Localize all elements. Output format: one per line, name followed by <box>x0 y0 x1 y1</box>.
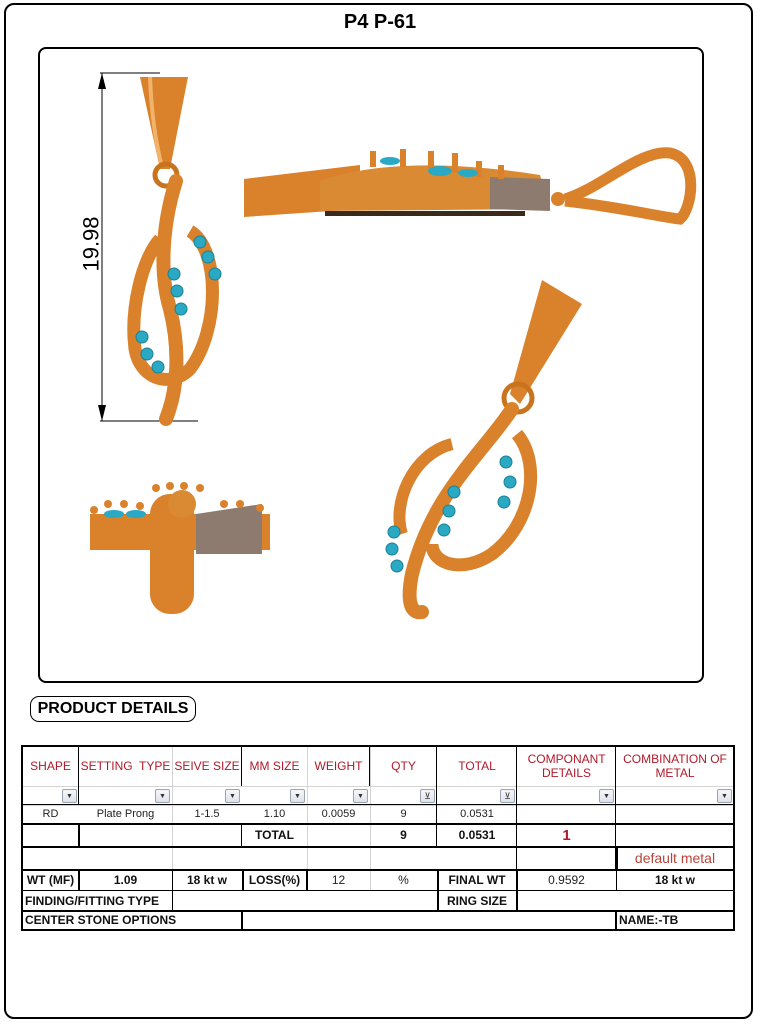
total-row-label: TOTAL <box>255 828 294 843</box>
final-wt-metal: 18 kt w <box>654 873 696 888</box>
final-wt-value: 0.9592 <box>548 873 585 888</box>
cell-total: 0.0531 <box>460 807 494 820</box>
cell-mm-size: 1.10 <box>263 807 286 820</box>
cell-seive-size: 1-1.5 <box>194 807 220 820</box>
header-combination-of-metal: COMBINATION OF METAL <box>623 751 727 780</box>
wt-mf-label: WT (MF) <box>26 873 75 888</box>
finding-fitting-type-value[interactable] <box>172 891 437 911</box>
cell-setting-type: Plate Prong <box>96 807 155 820</box>
total-row-qty: 9 <box>400 828 407 843</box>
loss-value: 12 <box>331 873 346 888</box>
filter-dropdown-componant[interactable]: ▼ <box>599 789 614 803</box>
filter-active-total[interactable]: ⊻ <box>500 789 515 803</box>
name-label: NAME:-TB <box>619 913 679 928</box>
header-weight: WEIGHT <box>314 758 363 773</box>
filter-active-qty[interactable]: ⊻ <box>420 789 435 803</box>
loss-label: LOSS(%) <box>248 873 301 888</box>
table-border-top <box>21 745 735 747</box>
header-seive-size: SEIVE SIZE <box>174 758 240 773</box>
final-wt-label: FINAL WT <box>448 873 506 888</box>
center-stone-options-label: CENTER STONE OPTIONS <box>25 913 177 928</box>
loss-unit: % <box>398 873 409 888</box>
filter-dropdown-mm-size[interactable]: ▼ <box>290 789 305 803</box>
filter-dropdown-setting-type[interactable]: ▼ <box>155 789 170 803</box>
header-shape: SHAPE <box>30 758 71 773</box>
cell-qty: 9 <box>400 807 407 820</box>
total-row-componant-count: 1 <box>562 826 571 844</box>
ring-size-value[interactable] <box>517 891 734 911</box>
dimension-label: 19.98 <box>78 216 104 272</box>
filter-dropdown-metal[interactable]: ▼ <box>717 789 732 803</box>
header-mm-size: MM SIZE <box>249 758 300 773</box>
center-stone-options-value[interactable] <box>242 911 616 930</box>
total-row-total: 0.0531 <box>458 828 496 843</box>
header-componant-details: COMPONANT DETAILS <box>527 751 606 780</box>
header-setting-type: SETTING TYPE <box>80 758 171 773</box>
filter-dropdown-weight[interactable]: ▼ <box>353 789 368 803</box>
finding-fitting-type-label: FINDING/FITTING TYPE <box>25 893 159 908</box>
cell-shape: RD <box>42 807 59 820</box>
filter-dropdown-seive-size[interactable]: ▼ <box>225 789 240 803</box>
cell-weight: 0.0059 <box>321 807 356 820</box>
wt-mf-value: 1.09 <box>113 873 138 888</box>
ring-size-label: RING SIZE <box>446 893 507 908</box>
header-total: TOTAL <box>458 758 496 773</box>
product-details-label: PRODUCT DETAILS <box>30 696 196 722</box>
default-metal-value: default metal <box>634 850 716 867</box>
page-title: P4 P-61 <box>343 11 417 33</box>
header-qty: QTY <box>391 758 416 773</box>
wt-mf-metal: 18 kt w <box>186 873 228 888</box>
filter-dropdown-shape[interactable]: ▼ <box>62 789 77 803</box>
